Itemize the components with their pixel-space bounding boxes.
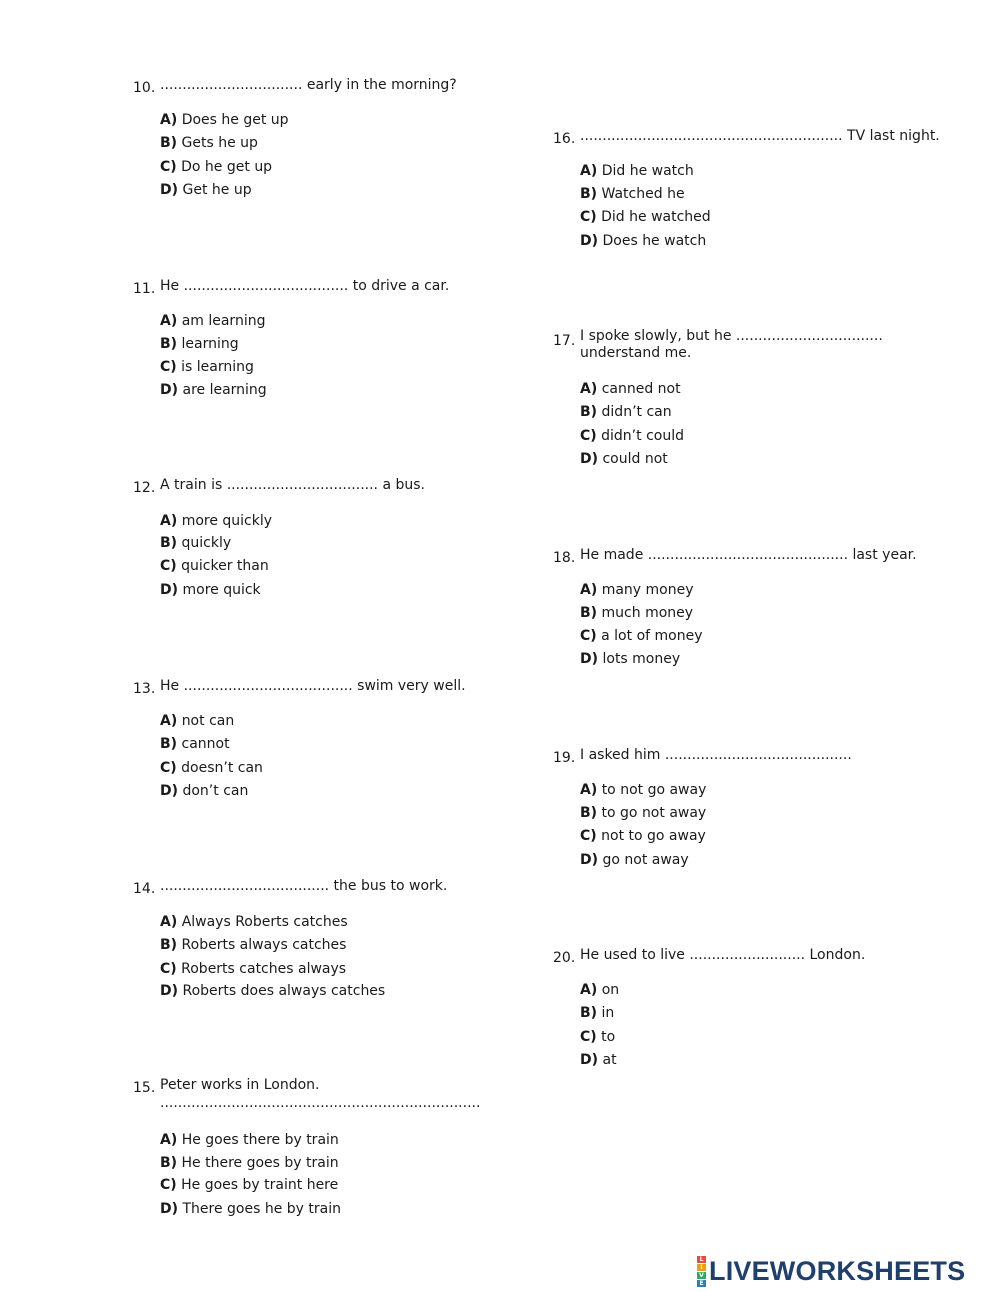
question-number: 16. bbox=[553, 131, 576, 147]
question-15 bbox=[133, 1076, 493, 1217]
question-text: A train is .................................. a bus. bbox=[160, 477, 425, 493]
question-number: 15. bbox=[133, 1080, 156, 1096]
option-a[interactable]: A) on bbox=[580, 982, 620, 998]
option-c[interactable]: C) doesn’t can bbox=[160, 760, 263, 776]
question-13 bbox=[133, 677, 493, 799]
option-a[interactable]: A) Does he get up bbox=[160, 112, 289, 128]
question-text: ........................................................... TV last night. bbox=[580, 128, 940, 144]
option-b[interactable]: B) didn’t can bbox=[580, 404, 672, 420]
option-c[interactable]: C) He goes by traint here bbox=[160, 1177, 339, 1193]
option-a[interactable]: A) canned not bbox=[580, 381, 681, 397]
option-c[interactable]: C) quicker than bbox=[160, 558, 269, 574]
question-number: 10. bbox=[133, 80, 156, 96]
option-c[interactable]: C) Roberts catches always bbox=[160, 961, 347, 977]
option-d[interactable]: D) don’t can bbox=[160, 783, 249, 799]
liveworksheets-logo bbox=[697, 1256, 965, 1286]
option-b[interactable]: B) learning bbox=[160, 336, 239, 352]
question-number: 13. bbox=[133, 681, 156, 697]
option-c[interactable]: C) not to go away bbox=[580, 828, 706, 844]
question-12 bbox=[133, 476, 493, 598]
option-b[interactable]: B) much money bbox=[580, 605, 694, 621]
question-text: ...................................... the bus to work. bbox=[160, 878, 448, 894]
option-d[interactable]: D) could not bbox=[580, 451, 668, 467]
question-text: Peter works in London. bbox=[160, 1077, 320, 1093]
question-number: 11. bbox=[133, 281, 156, 297]
option-a[interactable]: A) am learning bbox=[160, 313, 266, 329]
option-c[interactable]: C) is learning bbox=[160, 359, 254, 375]
option-a[interactable]: A) Did he watch bbox=[580, 163, 694, 179]
logo-text: LIVEWORKSHEETS bbox=[709, 1255, 966, 1286]
question-number: 20. bbox=[553, 950, 576, 966]
question-10 bbox=[133, 76, 493, 198]
option-b[interactable]: B) to go not away bbox=[580, 805, 707, 821]
question-19 bbox=[553, 746, 913, 868]
liveworksheets-logo-icon: L I V E bbox=[697, 1256, 706, 1287]
option-b[interactable]: B) Watched he bbox=[580, 186, 685, 202]
question-number: 18. bbox=[553, 550, 576, 566]
option-b[interactable]: B) quickly bbox=[160, 535, 232, 551]
question-14 bbox=[133, 877, 493, 999]
question-number: 14. bbox=[133, 881, 156, 897]
question-text: He made ............................................. last year. bbox=[580, 547, 917, 563]
question-number: 17. bbox=[553, 333, 576, 349]
option-d[interactable]: D) Does he watch bbox=[580, 233, 707, 249]
option-b[interactable]: B) Roberts always catches bbox=[160, 937, 347, 953]
answer-blank[interactable]: ........................................................................ bbox=[160, 1095, 481, 1111]
question-20 bbox=[553, 946, 913, 1068]
option-d[interactable]: D) more quick bbox=[160, 582, 261, 598]
question-text: ................................ early in the morning? bbox=[160, 77, 457, 93]
option-b[interactable]: B) He there goes by train bbox=[160, 1155, 339, 1171]
question-number: 12. bbox=[133, 480, 156, 496]
option-d[interactable]: D) lots money bbox=[580, 651, 681, 667]
option-d[interactable]: D) There goes he by train bbox=[160, 1201, 341, 1217]
question-text: I spoke slowly, but he ................................. bbox=[580, 328, 883, 344]
question-16 bbox=[553, 127, 940, 249]
question-text: He ..................................... to drive a car. bbox=[160, 278, 450, 294]
option-d[interactable]: D) Get he up bbox=[160, 182, 252, 198]
question-text: He ...................................... swim very well. bbox=[160, 678, 466, 694]
option-c[interactable]: C) Do he get up bbox=[160, 159, 273, 175]
option-d[interactable]: D) go not away bbox=[580, 852, 689, 868]
option-c[interactable]: C) didn’t could bbox=[580, 428, 684, 444]
question-text: He used to live .......................... London. bbox=[580, 947, 866, 963]
question-number: 19. bbox=[553, 750, 576, 766]
option-b[interactable]: B) Gets he up bbox=[160, 135, 258, 151]
option-a[interactable]: A) more quickly bbox=[160, 513, 273, 529]
option-a[interactable]: A) Always Roberts catches bbox=[160, 914, 348, 930]
option-b[interactable]: B) in bbox=[580, 1005, 615, 1021]
option-c[interactable]: C) Did he watched bbox=[580, 209, 711, 225]
option-d[interactable]: D) Roberts does always catches bbox=[160, 983, 386, 999]
option-a[interactable]: A) many money bbox=[580, 582, 694, 598]
option-c[interactable]: C) to bbox=[580, 1029, 616, 1045]
option-b[interactable]: B) cannot bbox=[160, 736, 230, 752]
option-a[interactable]: A) not can bbox=[160, 713, 235, 729]
option-a[interactable]: A) to not go away bbox=[580, 782, 707, 798]
question-text: I asked him .......................................... bbox=[580, 747, 852, 763]
question-11 bbox=[133, 277, 493, 398]
option-d[interactable]: D) are learning bbox=[160, 382, 267, 398]
option-c[interactable]: C) a lot of money bbox=[580, 628, 703, 644]
question-18 bbox=[553, 546, 917, 667]
question-text-continued: understand me. bbox=[580, 345, 692, 361]
option-a[interactable]: A) He goes there by train bbox=[160, 1132, 339, 1148]
option-d[interactable]: D) at bbox=[580, 1052, 617, 1068]
question-17 bbox=[553, 327, 913, 467]
